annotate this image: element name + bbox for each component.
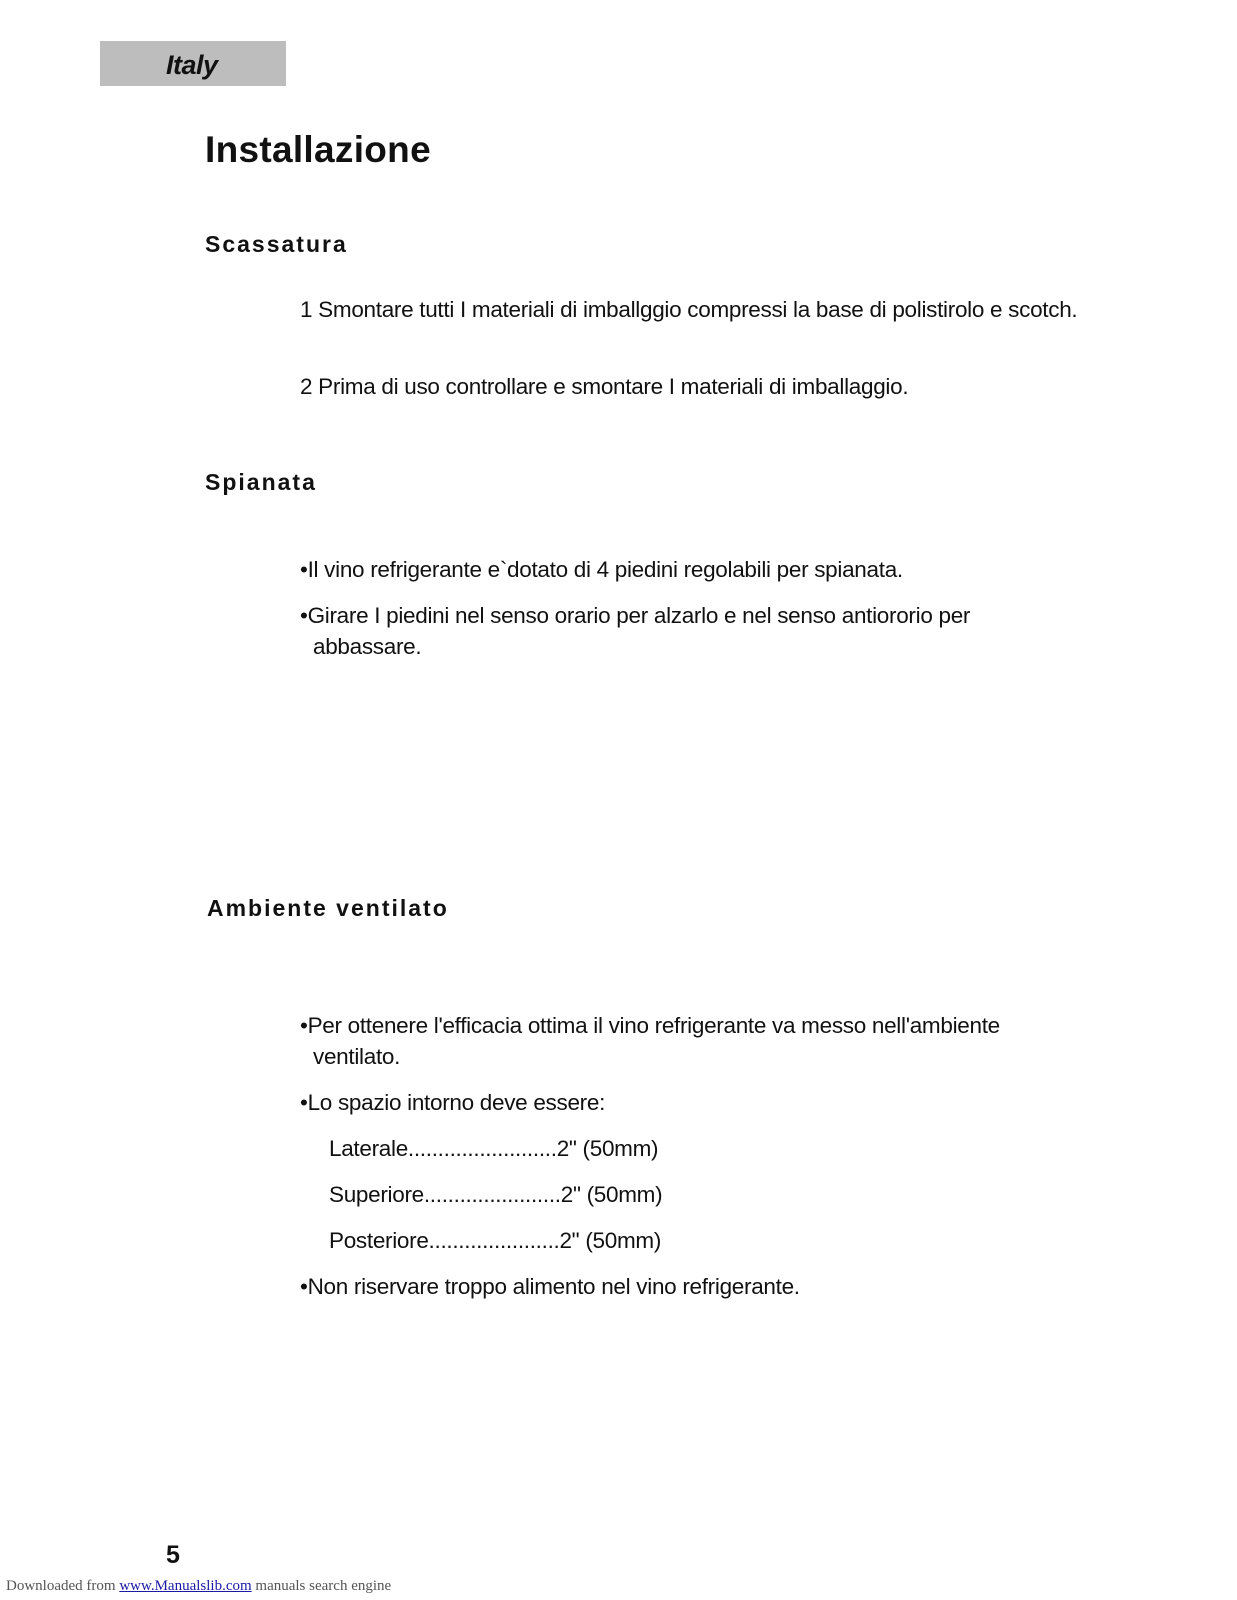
list-item: 1 Smontare tutti I materiali di imballggio compressi la base di polistirolo e scotch. [300,297,1078,322]
clearance-row-top: Superiore.......................2" (50mm) [329,1182,663,1207]
list-item: •Per ottenere l'efficacia ottima il vino refrigerante va messo nell'ambiente ventilato. [300,1013,1000,1069]
list-item: •Non riservare troppo alimento nel vino refrigerante. [300,1274,800,1299]
page-title: Installazione [205,129,431,170]
footer-link[interactable]: www.Manualslib.com [119,1578,252,1594]
clearance-row-rear: Posteriore......................2" (50mm) [329,1228,662,1253]
section-heading-leveling: Spianata [205,469,317,495]
list-item: •Lo spazio intorno deve essere: [300,1090,606,1115]
page-number: 5 [166,1541,180,1569]
clearance-row-lateral: Laterale.........................2" (50mm) [329,1136,659,1161]
download-footer [6,1577,391,1595]
section-heading-ventilation: Ambiente ventilato [207,895,449,921]
section-heading-unpacking: Scassatura [205,231,348,257]
footer-prefix: Downloaded from [6,1578,120,1594]
list-item: •Il vino refrigerante e`dotato di 4 piedini regolabili per spianata. [300,557,903,582]
language-tab-label: Italy [166,50,218,80]
list-item: •Girare I piedini nel senso orario per alzarlo e nel senso antiororio per abbassare. [300,603,971,659]
footer-suffix: manuals search engine [251,1578,392,1594]
language-tab [100,41,286,86]
list-item: 2 Prima di uso controllare e smontare I materiali di imballaggio. [300,374,909,399]
